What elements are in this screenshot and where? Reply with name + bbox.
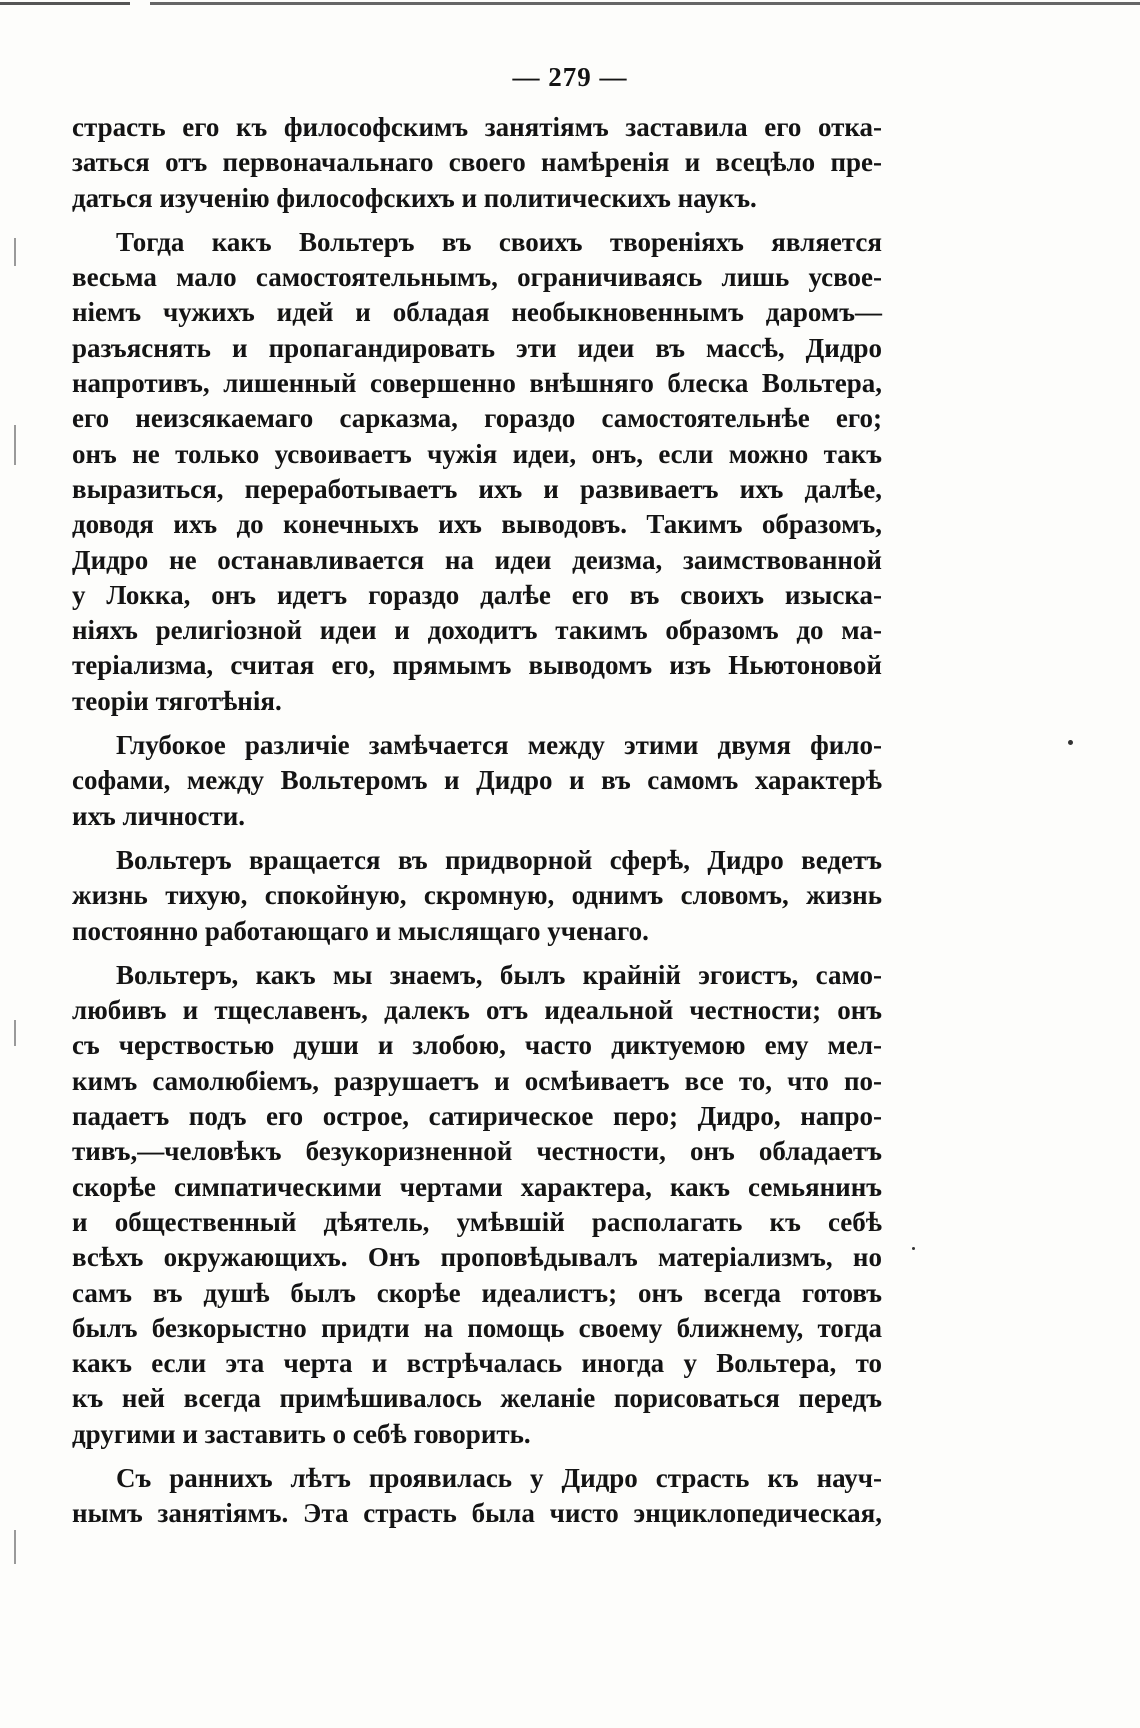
text-line: весьма мало самостоятельнымъ, ограничиваясь лишь усвое- (72, 262, 882, 293)
text-line: даться изученію философскихъ и политическихъ наукъ. (72, 182, 757, 213)
text-line: любивъ и тщеславенъ, далекъ отъ идеальной честности; онъ (72, 995, 882, 1026)
text-line: Тогда какъ Вольтеръ въ своихъ твореніяхъ является (116, 226, 882, 257)
text-line: къ ней всегда примѣшивалось желаніе порисоваться передъ (72, 1383, 882, 1414)
margin-mark (14, 1020, 16, 1046)
top-scan-rule (0, 2, 1140, 5)
text-line: падаетъ подъ его острое, сатирическое перо; Дидро, напро- (72, 1101, 882, 1132)
text-line: съ черствостью души и злобою, часто диктуемою ему мел- (72, 1030, 882, 1061)
text-line: постоянно работающаго и мыслящаго ученаго. (72, 915, 649, 946)
paragraph (72, 728, 882, 834)
text-line: Вольтеръ вращается въ придворной сферѣ, Дидро ведетъ (116, 844, 882, 875)
paragraph (72, 225, 882, 719)
text-line: и общественный дѣятель, умѣвшій располагать къ себѣ (72, 1206, 882, 1237)
text-line: какъ если эта черта и встрѣчалась иногда у Вольтера, то (72, 1348, 882, 1379)
margin-mark (14, 238, 16, 266)
text-line: другими и заставить о себѣ говорить. (72, 1418, 531, 1449)
text-line: напротивъ, лишенный совершенно внѣшняго блеска Вольтера, (72, 368, 882, 399)
margin-mark (14, 425, 16, 465)
paragraph (72, 843, 882, 949)
text-line: доводя ихъ до конечныхъ ихъ выводовъ. Такимъ образомъ, (72, 509, 882, 540)
text-line: ніемъ чужихъ идей и обладая необыкновеннымъ даромъ— (72, 297, 882, 328)
text-line: его неизсякаемаго сарказма, гораздо самостоятельнѣе его; (72, 403, 882, 434)
text-line: жизнь тихую, спокойную, скромную, однимъ словомъ, жизнь (72, 880, 882, 911)
paragraph (72, 110, 882, 216)
text-line: выразиться, переработываетъ ихъ и развиваетъ ихъ далѣе, (72, 473, 882, 504)
text-line: Съ раннихъ лѣтъ проявилась у Дидро страсть къ науч- (116, 1462, 882, 1493)
paragraph (72, 1461, 882, 1532)
text-line: онъ не только усвоиваетъ чужія идеи, онъ, если можно такъ (72, 438, 882, 469)
text-line: кимъ самолюбіемъ, разрушаетъ и осмѣиваетъ все то, что по- (72, 1065, 882, 1096)
text-line: заться отъ первоначальнаго своего намѣренія и всецѣло пре- (72, 147, 882, 178)
text-line: Глубокое различіе замѣчается между этими двумя фило- (116, 730, 882, 761)
text-line: разъяснять и пропагандировать эти идеи въ массѣ, Дидро (72, 332, 882, 363)
ink-speck (1068, 740, 1073, 745)
text-line: у Локка, онъ идетъ гораздо далѣе его въ своихъ изыска- (72, 579, 882, 610)
text-line: теріализма, считая его, прямымъ выводомъ изъ Ньютоновой (72, 650, 882, 681)
text-line: самъ въ душѣ былъ скорѣе идеалистъ; онъ всегда готовъ (72, 1277, 882, 1308)
text-line: Вольтеръ, какъ мы знаемъ, былъ крайній эгоистъ, само- (116, 959, 882, 990)
ink-speck (912, 1247, 915, 1250)
text-line: тивъ,—человѣкъ безукоризненной честности, онъ обладаетъ (72, 1136, 882, 1167)
text-line: скорѣе симпатическими чертами характера, какъ семьянинъ (72, 1171, 882, 1202)
body-text (72, 110, 882, 1541)
text-line: теоріи тяготѣнія. (72, 685, 282, 716)
text-line: страсть его къ философскимъ занятіямъ заставила его отка- (72, 112, 882, 142)
text-line: былъ безкорыстно придти на помощь своему ближнему, тогда (72, 1312, 882, 1343)
text-line: нымъ занятіямъ. Эта страсть была чисто энциклопедическая, (72, 1498, 882, 1529)
page-number: — 279 — (512, 62, 628, 92)
text-line: ніяхъ религіозной идеи и доходитъ такимъ образомъ до ма- (72, 615, 882, 646)
paragraph (72, 958, 882, 1452)
text-line: ихъ личности. (72, 800, 246, 831)
text-line: всѣхъ окружающихъ. Онъ проповѣдывалъ матеріализмъ, но (72, 1242, 882, 1273)
margin-mark (14, 1530, 16, 1564)
text-line: софами, между Вольтеромъ и Дидро и въ самомъ характерѣ (72, 765, 882, 796)
text-line: Дидро не останавливается на идеи деизма, заимствованной (72, 544, 882, 575)
